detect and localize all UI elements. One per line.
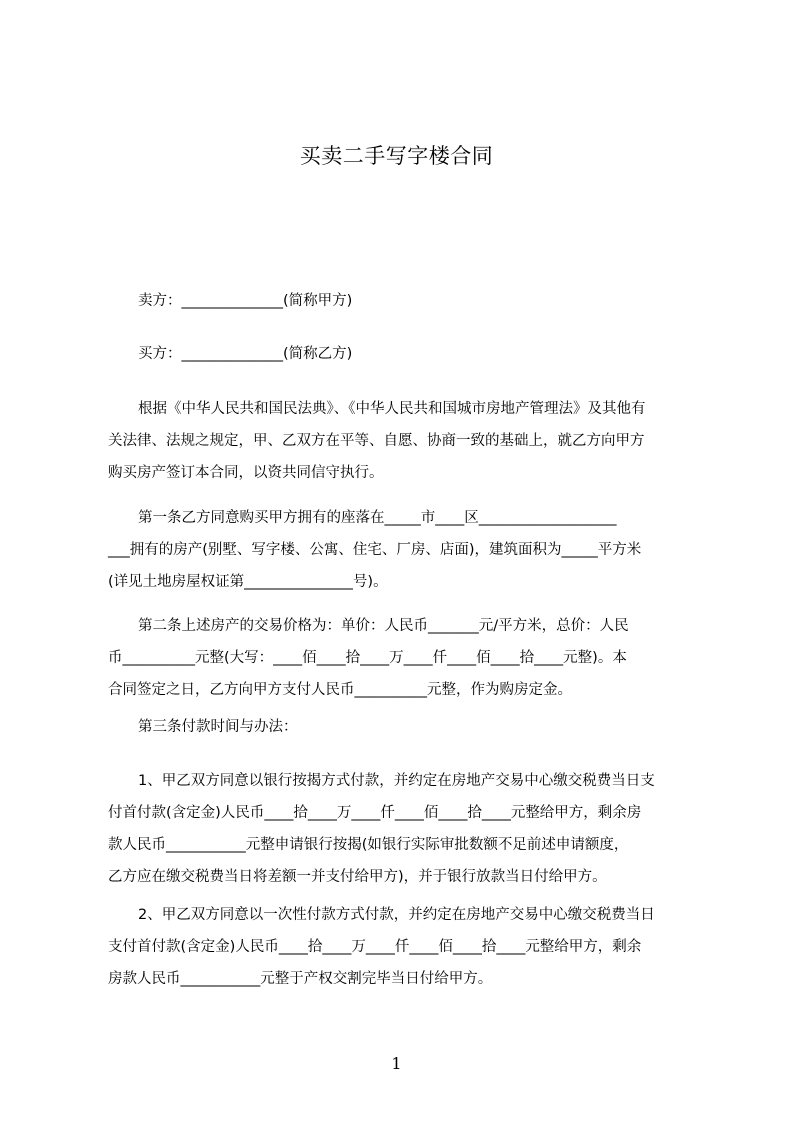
clause-2-line: 房款人民币___________元整于产权交割完毕当日付给甲方。 xyxy=(108,971,493,987)
preamble-line: 购买房产签订本合同，以资共同信守执行。 xyxy=(108,465,384,481)
preamble-line: 关法律、法规之规定，甲、乙双方在平等、自愿、协商一致的基础上，就乙方向甲方 xyxy=(108,433,645,449)
page-number: 1 xyxy=(391,1054,402,1073)
article-3-text: 第三条付款时间与办法： xyxy=(138,719,298,735)
article-2-line: 第二条上述房产的交易价格为：单价：人民币_______元/平方米，总价：人民 xyxy=(138,618,629,634)
contract-title: 买卖二手写字楼合同 xyxy=(299,144,494,168)
clause-2-paragraph xyxy=(108,899,702,995)
clause-1-line: 乙方应在缴交税费当日将差额一并支付给甲方)，并于银行放款当日付给甲方。 xyxy=(108,869,607,885)
article-1-paragraph xyxy=(108,502,702,598)
preamble-paragraph xyxy=(108,393,702,489)
buyer-line xyxy=(108,338,732,370)
clause-1-line: 款人民币___________元整申请银行按揭(如银行实际审批数额不足前述申请额度， xyxy=(108,837,629,853)
article-1-line: ___拥有的房产(别墅、写字楼、公寓、住宅、厂房、店面)，建筑面积为_____平方米 xyxy=(108,542,642,558)
preamble-line: 根据《中华人民共和国民法典》、《中华人民共和国城市房地产管理法》及其他有 xyxy=(138,401,646,417)
clause-1-paragraph xyxy=(108,765,702,893)
article-2-line: 币__________元整(大写：____佰____拾____万____仟____佰____拾____元整)。本 xyxy=(108,650,627,666)
buyer-text: 买方：______________(简称乙方) xyxy=(138,346,353,362)
seller-text: 卖方：______________(简称甲方) xyxy=(138,293,353,309)
article-3-heading xyxy=(108,711,732,743)
article-1-line: 第一条乙方同意购买甲方拥有的座落在_____市____区___________________ xyxy=(138,510,617,526)
article-2-line: 合同签定之日，乙方向甲方支付人民币__________元整，作为购房定金。 xyxy=(108,682,572,698)
clause-2-line: 2、甲乙双方同意以一次性付款方式付款，并约定在房地产交易中心缴交税费当日 xyxy=(138,907,655,923)
seller-line xyxy=(108,285,732,317)
clause-2-line: 支付首付款(含定金)人民币____拾____万____仟____佰____拾____元整给甲方，剩余 xyxy=(108,939,642,955)
clause-1-line: 1、甲乙双方同意以银行按揭方式付款，并约定在房地产交易中心缴交税费当日支 xyxy=(138,773,655,789)
article-1-line: (详见土地房屋权证第_______________号)。 xyxy=(108,574,388,590)
article-2-paragraph xyxy=(108,610,702,706)
clause-1-line: 付首付款(含定金)人民币____拾____万____仟____佰____拾____元整给甲方，剩余房 xyxy=(108,805,642,821)
